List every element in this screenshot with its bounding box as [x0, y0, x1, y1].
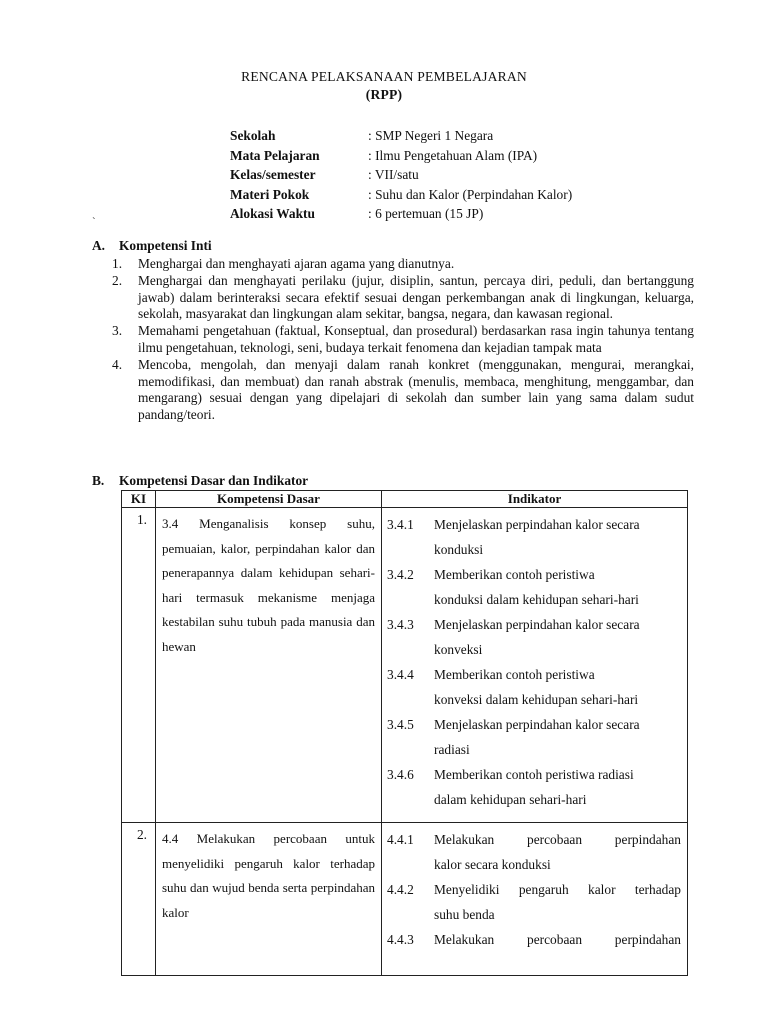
indicator-text: dalam kehidupan sehari-hari — [434, 792, 587, 807]
list-item — [112, 273, 694, 323]
indicator-item — [387, 512, 681, 537]
item-number: 2. — [112, 272, 123, 288]
indicator-item-cont — [387, 902, 681, 927]
section-title: Kompetensi Dasar dan Indikator — [119, 473, 309, 488]
info-row-school — [230, 126, 572, 146]
competency-table — [121, 490, 688, 976]
section-letter: A. — [92, 238, 106, 253]
section-a-heading — [92, 238, 212, 254]
column-header-ki: KI — [122, 491, 156, 508]
info-value: : Suhu dan Kalor (Perpindahan Kalor) — [368, 186, 573, 202]
section-letter: B. — [92, 473, 105, 488]
item-text: Menghargai dan menghayati perilaku (jujur, disiplin, santun, percaya diri, peduli, dan bertanggung jawab) dalam berinteraksi secara efektif sesuai dengan perkembangan anak di lingkungan, keluarga, sekolah, masyarakat dan lingkungan alam sekitar, bangsa, negara, dan kawasan regional. — [138, 272, 694, 322]
info-value: : SMP Negeri 1 Negara — [368, 128, 494, 143]
indicator-item — [387, 762, 681, 787]
indicator-text: Menjelaskan perpindahan kalor secara — [434, 717, 640, 732]
section-b-heading — [92, 473, 308, 489]
indicator-code: 3.4.3 — [387, 617, 414, 632]
indicator-item-cont — [387, 687, 681, 712]
item-number: 3. — [112, 323, 123, 339]
indicator-text: Memberikan contoh peristiwa radiasi — [434, 767, 634, 782]
indicator-text: Melakukan percobaan perpindahan — [434, 832, 681, 847]
info-label: Sekolah — [230, 128, 276, 143]
indicator-item — [387, 712, 681, 737]
indicator-item-cont — [387, 787, 681, 812]
indicator-text: Memberikan contoh peristiwa — [434, 567, 595, 582]
indicator-item — [387, 927, 681, 952]
indicator-code: 3.4.1 — [387, 517, 414, 532]
indicator-item — [387, 562, 681, 587]
info-row-subject — [230, 146, 572, 166]
indicator-code: 3.4.2 — [387, 567, 414, 582]
indicator-code: 4.4.1 — [387, 832, 414, 847]
list-item — [112, 357, 694, 424]
indicator-item-cont — [387, 637, 681, 662]
ki-number: 2. — [122, 823, 156, 976]
info-label: Materi Pokok — [230, 186, 310, 202]
list-item — [112, 323, 694, 357]
item-number: 1. — [112, 256, 123, 271]
indicator-text: kalor secara konduksi — [434, 857, 551, 872]
item-text: Mencoba, mengolah, dan menyaji dalam ranah konkret (menggunakan, mengurai, merangkai, memodifikasi, dan membuat) dan ranah abstrak (menulis, membaca, menghitung, menggambar, dan mengarang) sesuai dengan yang dipelajari di sekolah dan sumber lain yang sama dalam sudut pandang/teori. — [138, 356, 694, 423]
identity-block — [230, 126, 572, 224]
indicator-text: Memberikan contoh peristiwa — [434, 667, 595, 682]
table-row — [122, 508, 688, 823]
indicator-text: suhu benda — [434, 907, 495, 922]
indicator-code: 3.4.6 — [387, 767, 414, 782]
info-label: Mata Pelajaran — [230, 147, 320, 163]
indicator-code: 4.4.3 — [387, 932, 414, 947]
core-competency-list — [112, 256, 694, 424]
indicator-item — [387, 612, 681, 637]
document-title: RENCANA PELAKSANAAN PEMBELAJARAN — [241, 69, 527, 84]
item-text: Menghargai dan menghayati ajaran agama yang dianutnya. — [138, 256, 455, 271]
indicator-item — [387, 827, 681, 852]
indicator-text: konduksi dalam kehidupan sehari-hari — [434, 592, 639, 607]
document-subtitle: (RPP) — [365, 87, 403, 102]
info-label: Kelas/semester — [230, 167, 316, 183]
indicator-text: Menjelaskan perpindahan kalor secara — [434, 517, 640, 532]
info-value: : Ilmu Pengetahuan Alam (IPA) — [368, 147, 538, 163]
indicator-text: konveksi — [434, 642, 483, 657]
table-header-row — [122, 491, 688, 508]
info-value: : VII/satu — [368, 167, 419, 183]
indicator-cell — [382, 508, 688, 823]
column-header-kd: Kompetensi Dasar — [156, 491, 382, 508]
indicator-item-cont — [387, 587, 681, 612]
indicator-item — [387, 662, 681, 687]
basic-competency: 4.4 Melakukan percobaan untuk menyelidiki pengaruh kalor terhadap suhu dan wujud benda serta perpindahan kalor — [156, 823, 382, 976]
info-label: Alokasi Waktu — [230, 206, 315, 222]
ki-number: 1. — [122, 508, 156, 823]
indicator-item-cont — [387, 737, 681, 762]
indicator-text: konduksi — [434, 542, 484, 557]
indicator-text: Menyelidiki pengaruh kalor terhadap — [434, 882, 681, 897]
indicator-cell — [382, 823, 688, 976]
indicator-code: 3.4.5 — [387, 717, 414, 732]
indicator-text: Melakukan percobaan perpindahan — [434, 932, 681, 947]
info-value: : 6 pertemuan (15 JP) — [368, 206, 484, 222]
info-row-class — [230, 165, 572, 185]
indicator-item-cont — [387, 852, 681, 877]
section-title: Kompetensi Inti — [119, 238, 212, 253]
basic-competency: 3.4 Menganalisis konsep suhu, pemuaian, kalor, perpindahan kalor dan penerapannya dalam kehidupan sehari-hari termasuk mekanisme menjaga kestabilan suhu tubuh pada manusia dan hewan — [156, 508, 382, 823]
indicator-item — [387, 877, 681, 902]
table-row — [122, 823, 688, 976]
item-number: 4. — [112, 356, 123, 372]
indicator-text: Menjelaskan perpindahan kalor secara — [434, 617, 640, 632]
indicator-text: konveksi dalam kehidupan sehari-hari — [434, 692, 639, 707]
indicator-item-cont — [387, 537, 681, 562]
item-text: Memahami pengetahuan (faktual, Konseptual, dan prosedural) berdasarkan rasa ingin tahunya tentang ilmu pengetahuan, teknologi, seni, budaya terkait fenomena dan kejadian tampak mata — [138, 323, 694, 355]
list-item — [112, 256, 694, 273]
indicator-code: 4.4.2 — [387, 882, 414, 897]
column-header-indicator: Indikator — [382, 491, 688, 508]
info-row-topic — [230, 185, 572, 205]
stray-mark: ` — [92, 216, 96, 228]
indicator-text: radiasi — [434, 742, 470, 757]
indicator-code: 3.4.4 — [387, 667, 414, 682]
info-row-time — [230, 204, 572, 224]
